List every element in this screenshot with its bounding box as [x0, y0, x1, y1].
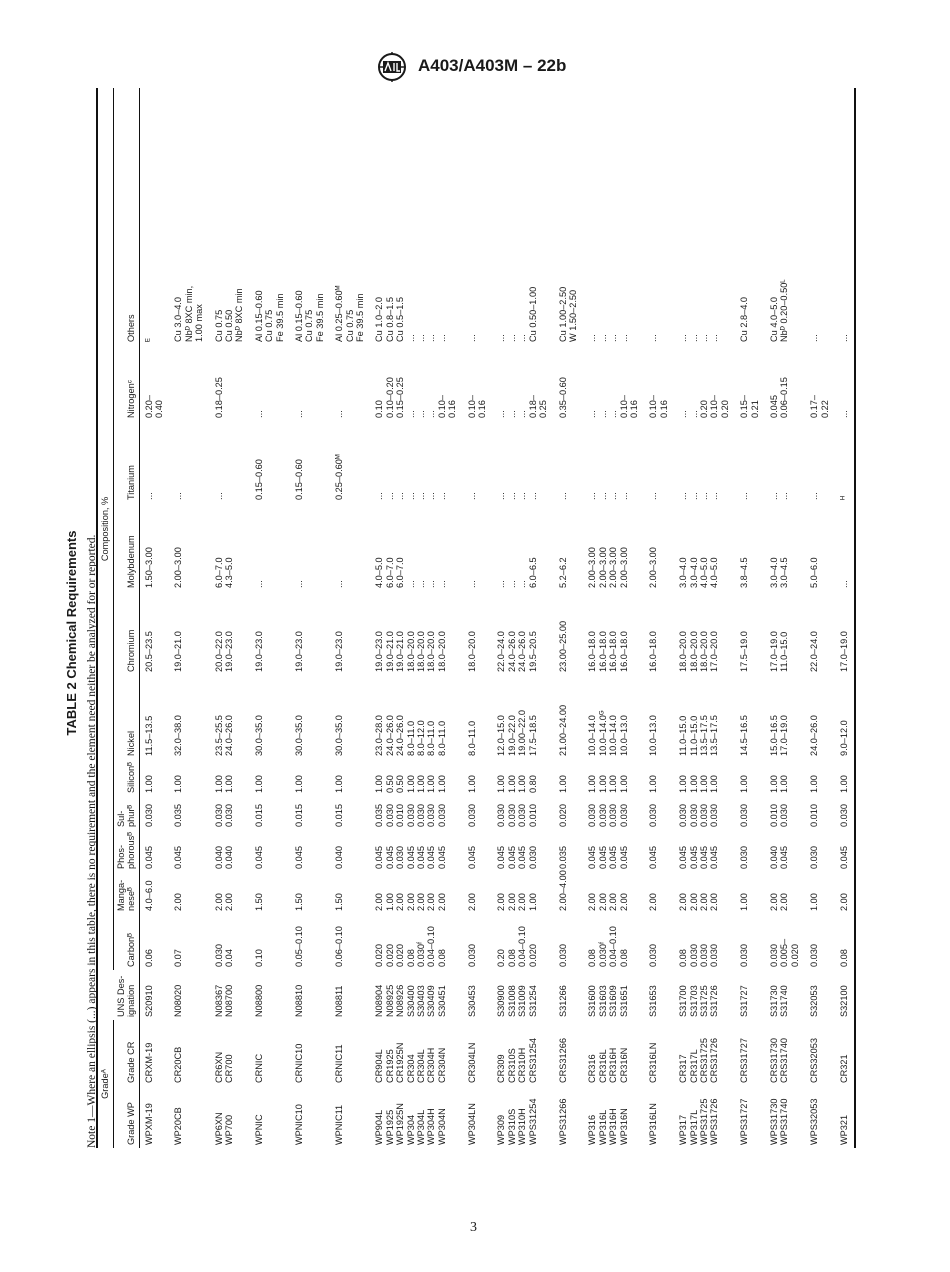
table-row: [554, 88, 584, 1148]
table-cell: Al 0.25–0.60ᴹ Cu 0.75 Fe 39.5 min: [334, 285, 365, 342]
table-row: [805, 88, 835, 1148]
table-cell: S32100: [835, 970, 855, 1020]
table-cell: ... ... ... ... ... ... ...: [374, 492, 447, 500]
grade-group-header: Gradeᴬ: [97, 1020, 113, 1148]
table-cell: 2.00 2.00 2.00 1.00: [496, 893, 538, 911]
table-cell: 1.50: [293, 893, 304, 911]
table-row: [492, 88, 553, 1148]
table-cell: 1.00: [334, 775, 345, 793]
table-cell: WPNIC: [253, 1114, 264, 1145]
column-header: Others: [113, 88, 139, 345]
table-cell: 19.0–21.0: [173, 631, 184, 672]
table-cell: 0.030 0.04: [213, 943, 234, 967]
table-note: Note 1—Where an ellipsis (...) appears in this table, there is no requirement and the element need neither be analyzed for or reported.: [86, 534, 98, 1148]
table-cell: 2.00: [173, 893, 184, 911]
table-row: [290, 88, 330, 1148]
table-cell: CRNIC: [253, 1053, 264, 1083]
table-cell: 3.0–4.0 3.0–4.0 4.0–5.0 4.0–5.0: [678, 557, 720, 588]
table-cell: 1.50: [253, 893, 264, 911]
table-cell: 5.0–6.0: [809, 557, 820, 588]
table-cell: 0.10: [253, 949, 264, 967]
table-cell: 19.0–23.0: [253, 631, 264, 672]
table-cell: 11.5–13.5: [143, 715, 154, 756]
table-cell: 0.045 0.045 0.045 0.045: [587, 845, 629, 869]
table-cell: ...: [293, 580, 304, 588]
table-cell: 0.045: [835, 830, 855, 872]
table-cell: CR317 CR317L CRS31725 CRS31726: [678, 1038, 720, 1083]
table-cell: 21.00–24.00: [557, 704, 568, 756]
table-cell: ...: [173, 492, 184, 500]
table-cell: WP20CB: [173, 1107, 184, 1145]
table-cell: ...: [213, 492, 224, 500]
table-cell: 0.17– 0.22: [809, 394, 830, 418]
table-cell: 0.25–0.60ᴹ: [334, 454, 345, 500]
table-row: [583, 88, 644, 1148]
table-cell: S31266: [557, 985, 568, 1017]
table-cell: ...: [253, 410, 264, 418]
table-cell: 2.00: [835, 872, 855, 914]
table-cell: N08367 N08700: [213, 984, 234, 1017]
table-cell: WPNIC11: [334, 1104, 345, 1145]
table-row: [330, 88, 370, 1148]
table-cell: Cu 0.75 Cu 0.50 Nbᴰ 8XC min: [213, 288, 245, 342]
table-cell: 18.0–20.0 18.0–20.0 18.0–20.0 17.0–20.0: [678, 631, 720, 672]
table-cell: ...: [466, 334, 477, 342]
table-cell: ... ... ... ...: [678, 334, 720, 342]
table-cell: 23.5–25.5 24.0–26.0: [213, 715, 234, 756]
table-row: [674, 88, 735, 1148]
table-cell: CRS31266: [557, 1038, 568, 1083]
table-cell: WP6XN WP700: [213, 1112, 234, 1145]
table-cell: ... ... ... ...: [678, 492, 720, 500]
table-cell: 24.0–26.0: [809, 715, 820, 756]
table-title: TABLE 2 Chemical Requirements: [64, 530, 79, 736]
table-cell: 14.5–16.5: [739, 715, 750, 756]
table-row: [463, 88, 493, 1148]
table-cell: CR316 CR316L CR316H CR316N: [587, 1047, 629, 1083]
table-cell: CRNIC10: [293, 1043, 304, 1083]
table-cell: CR20CB: [173, 1046, 184, 1083]
table-cell: 30.0–35.0: [293, 715, 304, 756]
table-cell: 1.00 1.00 1.00 1.00: [587, 775, 629, 793]
column-header: Nitrogenᶜ: [113, 345, 139, 421]
table-cell: 0.15–0.60: [293, 459, 304, 500]
table-cell: 16.0–18.0 16.0–18.0 16.0–18.0 16.0–18.0: [587, 631, 629, 672]
table-cell: 0.030: [466, 943, 477, 967]
table-cell: 20.0–22.0 19.0–23.0: [213, 631, 234, 672]
table-cell: 0.045 0.06–0.15: [769, 377, 790, 418]
table-cell: 1.00 1.00 1.00 0.80: [496, 775, 538, 793]
table-cell: 1.00: [557, 775, 568, 793]
table-cell: 20.5–23.5: [143, 631, 154, 672]
table-cell: 1.00 0.50 0.50 1.00 1.00 1.00 1.00: [374, 775, 447, 793]
table-cell: ...: [835, 503, 855, 591]
table-cell: 22.0–24.0: [809, 631, 820, 672]
table-cell: ...: [809, 334, 820, 342]
table-cell: 1.50: [334, 893, 345, 911]
table-cell: S32053: [809, 985, 820, 1017]
table-cell: S30900 S31008 S31009 S31254: [496, 985, 538, 1017]
table-cell: 2.00 1.00 2.00 2.00 2.00 2.00 2.00: [374, 893, 447, 911]
table-cell: 0.20 0.08 0.04–0.10 0.020: [496, 926, 538, 967]
table-row: [644, 88, 674, 1148]
table-cell: 0.15–0.60: [253, 459, 264, 500]
table-cell: ... ... ... 6.0–6.5: [496, 557, 538, 588]
table-cell: 0.05–0.10: [293, 926, 304, 967]
table-cell: ... ... ... ...: [496, 492, 538, 500]
table-cell: 0.030: [648, 943, 659, 967]
table-cell: CRS31730 CRS31740: [769, 1038, 790, 1083]
table-cell: 11.0–15.0 11.0–15.0 13.5–17.5 13.5–17.5: [678, 715, 720, 756]
table-cell: Cu 1.00–2.50 W 1.50–2.50: [557, 286, 578, 342]
table-cell: ᴴ: [835, 421, 855, 503]
table-cell: WP316LN: [648, 1103, 659, 1145]
table-cell: 17.0–19.0 11.0–15.0: [769, 631, 790, 672]
table-cell: 0.045 0.045 0.030 0.045 0.045 0.045 0.045: [374, 845, 447, 869]
table-cell: 6.0–7.0 4.3–5.0: [213, 557, 234, 588]
table-cell: ... ... ... ...: [587, 334, 629, 342]
table-cell: 0.045 0.045 0.045 0.045: [678, 845, 720, 869]
table-cell: 18.0–20.0: [466, 631, 477, 672]
table-cell: 19.0–23.0: [334, 631, 345, 672]
table-cell: 30.0–35.0: [253, 715, 264, 756]
document-id: A403/A403M – 22b: [418, 56, 567, 75]
table-cell: 16.0–18.0: [648, 631, 659, 672]
astm-logo-icon: [376, 50, 408, 84]
table-cell: WP317 WP317L WPS31725 WPS31726: [678, 1098, 720, 1145]
table-cell: ...: [466, 580, 477, 588]
table-cell: S31600 S31603 S31609 S31651: [587, 985, 629, 1017]
table-cell: 2.00–4.00: [557, 870, 568, 911]
table-cell: 4.0–5.0 6.0–7.0 6.0–7.0 ... ... ... ...: [374, 557, 447, 588]
table-cell: ...: [809, 492, 820, 500]
table-cell: 0.030: [835, 796, 855, 830]
table-cell: 19.0–23.0: [293, 631, 304, 672]
table-cell: 2.00 2.00: [213, 893, 234, 911]
table-cell: WP304LN: [466, 1103, 477, 1145]
table-cell: ...: [648, 334, 659, 342]
table-cell: CRNIC11: [334, 1044, 345, 1083]
table-cell: ...: [739, 492, 750, 500]
table-cell: Cu 4.0–5.0 Nbᴰ 0.20–0.50ᴸ: [769, 279, 790, 342]
table-cell: 0.10– 0.16: [466, 394, 488, 418]
table-cell: ... ... 0.20 0.10– 0.20: [678, 394, 730, 418]
table-cell: 2.00: [466, 893, 477, 911]
composition-group-header: Composition, %: [97, 88, 113, 970]
table-cell: ... ... ... 0.18– 0.25: [496, 394, 549, 418]
table-cell: S31700 S31703 S31725 S31726: [678, 985, 720, 1017]
table-cell: 1.00: [835, 759, 855, 796]
table-row: [169, 88, 209, 1148]
table-cell: 0.015: [253, 803, 264, 827]
page-number: 3: [470, 1220, 477, 1235]
table-cell: 0.030: [143, 803, 154, 827]
table-cell: 0.020 0.020 0.020 0.08 0.030ᶠ 0.04–0.10 0.08: [374, 926, 447, 967]
table-cell: 23.0–28.0 24.0–26.0 24.0–26.0 8.0–11.0 8.0–12.0 8.0–11.0 8.0–11.0: [374, 715, 447, 756]
table-row: [835, 88, 855, 1148]
table-cell: 3.8–4.5: [739, 557, 750, 588]
table-cell: 0.35–0.60: [557, 377, 568, 418]
table-cell: S31653: [648, 985, 659, 1017]
table-cell: 4.0–6.0: [143, 880, 154, 911]
table-cell: 12.0–15.0 19.0–22.0 19.00–22.0 17.5–18.5: [496, 710, 538, 756]
table-cell: ᴱ: [143, 338, 154, 342]
table-cell: 0.030: [809, 845, 820, 869]
table-cell: 2.00–3.00: [173, 547, 184, 588]
table-cell: 2.00 2.00: [769, 893, 790, 911]
table-cell: WPS31727: [739, 1098, 750, 1145]
table-cell: 0.030: [557, 943, 568, 967]
table-cell: CRS31727: [739, 1038, 750, 1083]
table-cell: 0.035: [173, 803, 184, 827]
table-cell: Al 0.15–0.60 Cu 0.75 Fe 39.5 min: [293, 290, 325, 342]
table-cell: 17.5–19.0: [739, 631, 750, 672]
table-cell: ... ...: [769, 492, 790, 500]
table-cell: ...: [334, 580, 345, 588]
table-cell: 1.00: [648, 775, 659, 793]
table-cell: 1.00 1.00 1.00 1.00: [678, 775, 720, 793]
table-cell: 0.045: [253, 845, 264, 869]
table-cell: 1.00: [466, 775, 477, 793]
table-cell: WPS31266: [557, 1098, 568, 1145]
table-cell: 0.030: [739, 845, 750, 869]
table-cell: 1.00: [809, 775, 820, 793]
table-cell: ...: [293, 410, 304, 418]
table-cell: WP309 WP310S WP310H WPS31254: [496, 1098, 538, 1145]
table-cell: 8.0–11.0: [466, 720, 477, 756]
table-cell: WP316 WP316L WP316H WP316N: [587, 1108, 629, 1145]
table-cell: Cu 1.0–2.0 Cu 0.8–1.5 Cu 0.5–1.5 ... ... ... ...: [374, 297, 447, 342]
table-cell: 0.06–0.10: [334, 926, 345, 967]
table-cell: 0.030: [739, 803, 750, 827]
table-cell: 2.00–3.00: [648, 547, 659, 588]
table-cell: ... ... ... ...: [587, 492, 629, 500]
table-cell: N08811: [334, 985, 345, 1017]
table-cell: S20910: [143, 985, 154, 1017]
table-cell: N08020: [173, 984, 184, 1017]
table-cell: 1.00: [293, 775, 304, 793]
table-cell: 10.0–14.0 10.0–14.0ᴳ 10.0–14.0 10.0–13.0: [587, 710, 629, 756]
table-cell: 0.045: [143, 845, 154, 869]
table-cell: 0.08 0.030 0.030 0.030: [678, 943, 720, 967]
table-cell: 0.15– 0.21: [739, 394, 760, 418]
table-cell: 1.00: [173, 775, 184, 793]
table-cell: WPXM-19: [143, 1103, 154, 1145]
table-cell: [169, 345, 209, 421]
table-body: [139, 88, 855, 1148]
table-cell: 0.040 0.040: [213, 845, 234, 869]
table-cell: WPS31730 WPS31740: [769, 1098, 790, 1145]
table-cell: CR6XN CR700: [213, 1051, 234, 1083]
table-cell: WP904L WP1925 WP1925N WP304 WP304L WP304H WP304N: [374, 1103, 447, 1145]
table-cell: 0.015: [334, 803, 345, 827]
table-cell: 0.18–0.25: [213, 377, 224, 418]
table-cell: ...: [557, 492, 568, 500]
table-cell: 22.0–24.0 24.0–26.0 24.0–26.0 19.5–20.5: [496, 631, 538, 672]
table-cell: 1.00: [739, 893, 750, 911]
table-cell: CRXM-19: [143, 1042, 154, 1083]
table-cell: 0.035: [557, 845, 568, 869]
table-cell: 0.010 0.030: [769, 803, 790, 827]
table-row: [139, 88, 169, 1148]
table-cell: 0.040 0.045: [769, 845, 790, 869]
table-cell: ...: [835, 345, 855, 421]
table-cell: 0.20– 0.40: [143, 394, 164, 418]
table-cell: WPS32053: [809, 1098, 820, 1145]
table-cell: N08904 N08925 N08926 S30400 S30403 S30409 S30451: [374, 984, 447, 1017]
table-cell: 1.00 1.00: [769, 775, 790, 793]
table-cell: 30.0–35.0: [334, 715, 345, 756]
table-cell: 0.030 0.030 0.030 0.030: [587, 803, 629, 827]
table-cell: 9.0–12.0: [835, 675, 855, 759]
table-cell: 0.045: [466, 845, 477, 869]
column-header-row: [113, 88, 139, 1148]
table-cell: 23.00–25.00: [557, 620, 568, 672]
table-cell: 0.030: [739, 943, 750, 967]
table-cell: N08800: [253, 984, 264, 1017]
table-cell: 0.07: [173, 949, 184, 967]
table-cell: 0.08: [835, 914, 855, 970]
table-row: [210, 88, 250, 1148]
table-cell: S31727: [739, 985, 750, 1017]
table-cell: 2.00: [648, 893, 659, 911]
table-cell: ...: [648, 492, 659, 500]
table-cell: 0.020: [557, 803, 568, 827]
table-cell: CR304LN: [466, 1042, 477, 1083]
table-cell: 1.00 1.00: [213, 775, 234, 793]
table-row: [765, 88, 805, 1148]
table-row: [250, 88, 290, 1148]
table-cell: 0.045: [648, 845, 659, 869]
table-cell: 17.0–19.0: [835, 591, 855, 675]
table-cell: 2.00 2.00 2.00 2.00: [587, 893, 629, 911]
table-row: [370, 88, 462, 1148]
table-cell: 0.045: [173, 845, 184, 869]
table-cell: 1.00: [253, 775, 264, 793]
table-cell: S30453: [466, 985, 477, 1017]
chemical-requirements-table: [96, 88, 856, 1148]
column-header: UNS Des- ignation: [113, 970, 139, 1020]
table-cell: 0.030 0.030 0.030 0.030: [678, 803, 720, 827]
table-cell: 0.045: [293, 845, 304, 869]
column-header: Titanium: [113, 421, 139, 503]
column-header: Siliconᴮ: [113, 759, 139, 796]
table-cell: ...: [835, 88, 855, 345]
table-cell: ... ... ... Cu 0.50–1.00: [496, 286, 538, 342]
table-cell: ...: [253, 580, 264, 588]
table-cell: 15.0–16.5 17.0–19.0: [769, 715, 790, 756]
column-header: Grade WP: [113, 1086, 139, 1148]
table-cell: 0.045 0.045 0.045 0.030: [496, 845, 538, 869]
table-cell: 0.040: [334, 845, 345, 869]
table-cell: S31730 S31740: [769, 985, 790, 1017]
table-cell: 5.2–6.2: [557, 557, 568, 588]
table-cell: CRS32053: [809, 1038, 820, 1083]
rotated-table-container: [64, 88, 920, 1178]
table-cell: 2.00–3.00 2.00–3.00 2.00–3.00 2.00–3.00: [587, 547, 629, 588]
table-cell: 0.030 0.030: [213, 803, 234, 827]
table-cell: WPNIC10: [293, 1104, 304, 1145]
table-cell: N08810: [293, 984, 304, 1017]
table-cell: 0.030 0.005– 0.020: [769, 938, 800, 967]
table-cell: 0.030 0.030 0.030 0.010: [496, 803, 538, 827]
table-cell: CR321: [835, 1020, 855, 1086]
table-cell: 32.0–38.0: [173, 715, 184, 756]
table-cell: 1.00: [809, 893, 820, 911]
table-cell: ...: [143, 492, 154, 500]
table-cell: Cu 3.0–4.0 Nbᴰ 8XC min, 1.00 max: [173, 285, 205, 342]
column-header: Manga- neseᴮ: [113, 872, 139, 914]
column-header: Grade CR: [113, 1020, 139, 1086]
table-cell: 1.00: [739, 775, 750, 793]
table-cell: 0.030: [809, 943, 820, 967]
column-header: Nickel: [113, 675, 139, 759]
table-cell: 3.0–4.0 3.0–4.5: [769, 557, 790, 588]
table-cell: 0.10 0.10–0.20 0.15–0.25 ... ... ... 0.10– 0.16: [374, 377, 458, 418]
table-cell: 0.030: [648, 803, 659, 827]
table-cell: Al 0.15–0.60 Cu 0.75 Fe 39.5 min: [253, 290, 285, 342]
table-cell: 0.06: [143, 949, 154, 967]
column-header: Carbonᴮ: [113, 914, 139, 970]
column-header: Molybdenum: [113, 503, 139, 591]
table-cell: ...: [466, 492, 477, 500]
column-header: Sul- phurᴮ: [113, 796, 139, 830]
table-cell: CR309 CR310S CR310H CRS31254: [496, 1038, 538, 1083]
table-cell: 1.50–3.00: [143, 547, 154, 588]
table-cell: 0.10– 0.16: [648, 394, 669, 418]
table-cell: Cu 2.8–4.0: [739, 297, 750, 342]
column-header: Phos- phorousᴮ: [113, 830, 139, 872]
table-cell: 0.035 0.030 0.010 0.030 0.030 0.030 0.030: [374, 803, 447, 827]
table-cell: WP321: [835, 1086, 855, 1148]
table-cell: 0.015: [293, 803, 304, 827]
column-header: Chromium: [113, 591, 139, 675]
table-cell: 1.00: [143, 775, 154, 793]
table-cell: CR904L CR1925 CR1925N CR304 CR304L CR304H CR304N: [374, 1042, 447, 1083]
table-cell: 2.00 2.00 2.00 2.00: [678, 893, 720, 911]
table-cell: 0.030: [466, 803, 477, 827]
table-cell: ...: [334, 410, 345, 418]
table-row: [735, 88, 765, 1148]
table-cell: ... ... ... 0.10– 0.16: [587, 394, 639, 418]
table-cell: CR316LN: [648, 1042, 659, 1083]
table-cell: 0.08 0.030ᶠ 0.04–0.10 0.08: [587, 926, 629, 967]
table-cell: 0.010: [809, 803, 820, 827]
table-cell: 10.0–13.0: [648, 715, 659, 756]
table-cell: 19.0–23.0 19.0–21.0 19.0–21.0 18.0–20.0 18.0–20.0 18.0–20.0 18.0–20.0: [374, 631, 447, 672]
